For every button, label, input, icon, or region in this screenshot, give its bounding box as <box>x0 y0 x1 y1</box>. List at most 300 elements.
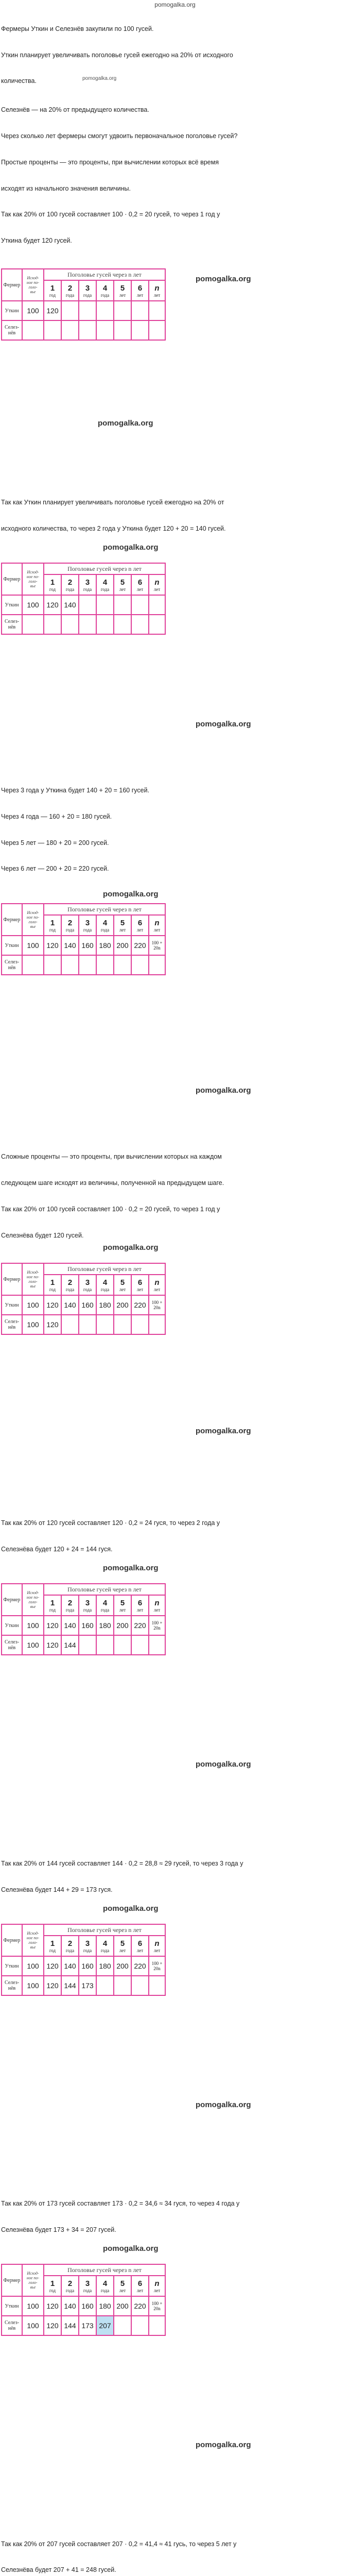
goose-table <box>1 903 166 975</box>
year-header <box>61 915 79 936</box>
n-years-header <box>149 574 165 595</box>
empty-cell <box>79 320 96 340</box>
year-header <box>79 280 96 301</box>
year-header <box>44 915 61 936</box>
year-header <box>114 574 131 595</box>
year-header <box>79 1936 96 1956</box>
year-header <box>44 280 61 301</box>
seleznev-value: 173 <box>79 1976 96 1995</box>
year-number: 4 <box>102 578 108 587</box>
year-number: 4 <box>102 1278 108 1287</box>
year-number: 2 <box>67 1278 73 1287</box>
utkin-value: 160 <box>79 2296 96 2316</box>
empty-cell <box>131 2316 149 2335</box>
year-word: лет <box>153 2287 161 2293</box>
empty-cell <box>44 320 61 340</box>
n-years-header <box>149 915 165 936</box>
initial-seleznev <box>22 615 44 634</box>
empty-cell <box>149 1315 165 1334</box>
utkin-value: 140 <box>61 1616 79 1635</box>
year-word: лет <box>119 1947 126 1953</box>
paragraph-line: Так как 20% от 120 гусей составляет 120 · 0,2 = 24 гуся, то через 2 года у <box>1 1519 220 1527</box>
utkin-value: 120 <box>44 301 61 320</box>
paragraph-line: Фермеры Уткин и Селезнёв закупили по 100 гусей. <box>1 25 154 32</box>
seleznev-value: 173 <box>79 2316 96 2335</box>
empty-cell <box>131 1315 149 1334</box>
year-word: лет <box>119 292 126 298</box>
n-symbol: n <box>154 1939 160 1948</box>
year-header <box>131 574 149 595</box>
year-header <box>131 915 149 936</box>
year-number: 1 <box>50 918 55 927</box>
utkin-value: 160 <box>79 936 96 955</box>
year-number: 6 <box>137 1598 143 1607</box>
empty-cell <box>131 615 149 634</box>
initial-seleznev: 100 <box>22 1315 44 1334</box>
seleznev-value: 120 <box>44 1635 61 1655</box>
year-header <box>44 1275 61 1295</box>
year-number: 3 <box>85 1939 90 1948</box>
year-header <box>61 280 79 301</box>
empty-cell <box>149 320 165 340</box>
table-caption: Поголовье гусей через n лет <box>44 2264 165 2276</box>
year-header <box>114 1595 131 1616</box>
year-number: 2 <box>67 2279 73 2288</box>
seleznev-value: 144 <box>61 2316 79 2335</box>
row-header-utkin: Уткин <box>2 1616 22 1635</box>
year-number: 2 <box>67 1939 73 1948</box>
empty-cell <box>61 615 79 634</box>
year-number: 5 <box>120 2279 125 2288</box>
year-header <box>79 1275 96 1295</box>
year-word: лет <box>136 1286 144 1292</box>
year-number: 4 <box>102 1598 108 1607</box>
n-symbol: n <box>154 1598 160 1607</box>
paragraph-line: Через 3 года у Уткина будет 140 + 20 = 160 гусей. <box>1 787 150 794</box>
year-word: года <box>65 927 75 933</box>
site-name-header[interactable]: pomogalka.org <box>154 1 196 8</box>
empty-cell <box>149 955 165 975</box>
year-word: лет <box>136 927 144 933</box>
seleznev-value: 120 <box>44 1976 61 1995</box>
year-number: 2 <box>67 1598 73 1607</box>
n-symbol: n <box>154 918 160 927</box>
empty-cell <box>96 320 114 340</box>
utkin-value: 160 <box>79 1616 96 1635</box>
empty-cell <box>114 1976 131 1995</box>
year-number: 4 <box>102 918 108 927</box>
utkin-value: 140 <box>61 1956 79 1976</box>
year-header <box>96 1936 114 1956</box>
watermark: pomogalka.org <box>82 76 117 81</box>
empty-cell <box>79 1635 96 1655</box>
paragraph-line: Так как Уткин планирует увеличивать поголовье гусей ежегодно на 20% от <box>1 499 224 506</box>
seleznev-value: 120 <box>44 1315 61 1334</box>
year-word: года <box>65 292 75 298</box>
utkin-value: 120 <box>44 1616 61 1635</box>
year-number: 6 <box>137 283 143 293</box>
year-number: 3 <box>85 1278 90 1287</box>
year-word: лет <box>136 2287 144 2293</box>
n-symbol: n <box>154 1278 160 1287</box>
utkin-value: 160 <box>79 1956 96 1976</box>
utkin-value: 180 <box>96 1295 114 1315</box>
n-years-header <box>149 280 165 301</box>
table-caption: Поголовье гусей через n лет <box>44 269 165 280</box>
row-header-seleznev: Селез- нёв <box>2 1635 22 1655</box>
utkin-value: 140 <box>61 595 79 615</box>
goose-table <box>1 1924 166 1996</box>
row-header-seleznev: Селез- нёв <box>2 955 22 975</box>
year-word: год <box>49 1947 56 1953</box>
year-header <box>131 280 149 301</box>
goose-table <box>1 2264 166 2336</box>
paragraph-line: Так как 20% от 100 гусей составляет 100 · 0,2 = 20 гусей, то через 1 год у <box>1 1206 220 1213</box>
year-header <box>131 1275 149 1295</box>
formula-cell: 100 + 20n <box>149 1956 165 1976</box>
initial-utkin: 100 <box>22 1956 44 1976</box>
year-header <box>114 280 131 301</box>
empty-cell <box>114 595 131 615</box>
utkin-value: 220 <box>131 1295 149 1315</box>
seleznev-value: 144 <box>61 1635 79 1655</box>
watermark: pomogalka.org <box>103 890 159 899</box>
paragraph-line: Селезнёва будет 120 гусей. <box>1 1232 84 1239</box>
utkin-value: 200 <box>114 2296 131 2316</box>
corner-initial: Исход- ное по- голо- вье <box>22 1924 44 1956</box>
watermark: pomogalka.org <box>98 419 153 428</box>
initial-utkin: 100 <box>22 595 44 615</box>
corner-initial: Исход- ное по- голо- вье <box>22 1584 44 1616</box>
year-word: лет <box>153 927 161 933</box>
year-header <box>44 1936 61 1956</box>
year-word: лет <box>136 1947 144 1953</box>
utkin-value: 140 <box>61 1295 79 1315</box>
year-header <box>131 1936 149 1956</box>
paragraph-line: Через 5 лет — 180 + 20 = 200 гусей. <box>1 839 109 846</box>
year-header <box>114 1275 131 1295</box>
year-header <box>61 1595 79 1616</box>
utkin-value: 180 <box>96 936 114 955</box>
year-number: 2 <box>67 283 73 293</box>
initial-utkin: 100 <box>22 1295 44 1315</box>
paragraph-line: количества. <box>1 77 37 84</box>
year-header <box>79 1595 96 1616</box>
empty-cell <box>131 320 149 340</box>
paragraph-line: Так как 20% от 144 гусей составляет 144 · 0,2 = 28,8 ≈ 29 гусей, то через 3 года у <box>1 1860 243 1867</box>
initial-seleznev <box>22 955 44 975</box>
row-header-farmer: Фермер <box>2 269 22 301</box>
year-number: 6 <box>137 2279 143 2288</box>
year-number: 6 <box>137 1939 143 1948</box>
year-word: лет <box>119 2287 126 2293</box>
table-caption: Поголовье гусей через n лет <box>44 1263 165 1275</box>
initial-seleznev <box>22 320 44 340</box>
n-symbol: n <box>154 283 160 293</box>
watermark: pomogalka.org <box>103 2244 159 2253</box>
year-word: лет <box>153 292 161 298</box>
empty-cell <box>61 301 79 320</box>
empty-cell <box>96 301 114 320</box>
year-number: 1 <box>50 1278 55 1287</box>
year-word: лет <box>153 1286 161 1292</box>
year-word: года <box>100 2287 110 2293</box>
watermark: pomogalka.org <box>196 2441 251 2449</box>
utkin-value: 140 <box>61 936 79 955</box>
year-header <box>114 2276 131 2296</box>
watermark: pomogalka.org <box>196 1427 251 1435</box>
year-number: 3 <box>85 1598 90 1607</box>
seleznev-value: 120 <box>44 2316 61 2335</box>
year-word: год <box>49 1607 56 1613</box>
year-header <box>114 1936 131 1956</box>
year-header <box>96 280 114 301</box>
empty-cell <box>44 615 61 634</box>
initial-seleznev: 100 <box>22 1976 44 1995</box>
year-number: 1 <box>50 578 55 587</box>
n-years-header <box>149 1936 165 1956</box>
paragraph-line: Селезнёва будет 144 + 29 = 173 гуся. <box>1 1886 113 1893</box>
year-header <box>96 574 114 595</box>
empty-cell <box>96 615 114 634</box>
watermark: pomogalka.org <box>103 1564 159 1572</box>
row-header-utkin: Уткин <box>2 1295 22 1315</box>
year-header <box>61 1275 79 1295</box>
year-header <box>79 2276 96 2296</box>
year-number: 6 <box>137 918 143 927</box>
utkin-value: 220 <box>131 1956 149 1976</box>
utkin-value: 200 <box>114 1616 131 1635</box>
year-word: года <box>83 2287 92 2293</box>
year-word: года <box>65 1607 75 1613</box>
row-header-utkin: Уткин <box>2 1956 22 1976</box>
empty-cell <box>131 301 149 320</box>
year-word: года <box>83 292 92 298</box>
empty-cell <box>131 1976 149 1995</box>
year-number: 5 <box>120 283 125 293</box>
empty-cell <box>149 1635 165 1655</box>
row-header-utkin: Уткин <box>2 2296 22 2316</box>
paragraph-line: Селезнёва будет 120 + 24 = 144 гуся. <box>1 1546 113 1553</box>
empty-cell <box>114 955 131 975</box>
year-word: года <box>100 292 110 298</box>
year-header <box>61 574 79 595</box>
year-header <box>96 1595 114 1616</box>
empty-cell <box>79 955 96 975</box>
year-word: год <box>49 586 56 592</box>
year-number: 1 <box>50 1598 55 1607</box>
goose-table <box>1 1583 166 1655</box>
formula-cell: 100 + 20n <box>149 2296 165 2316</box>
year-word: года <box>100 1286 110 1292</box>
year-header <box>114 915 131 936</box>
year-word: года <box>83 1607 92 1613</box>
n-symbol: n <box>154 578 160 587</box>
utkin-value: 220 <box>131 936 149 955</box>
paragraph-line: Селезнёв — на 20% от предыдущего количества. <box>1 106 149 113</box>
year-word: года <box>65 1286 75 1292</box>
corner-initial: Исход- ное по- голо- вье <box>22 563 44 595</box>
year-number: 5 <box>120 1598 125 1607</box>
corner-initial: Исход- ное по- голо- вье <box>22 904 44 936</box>
year-word: лет <box>153 586 161 592</box>
corner-initial: Исход- ное по- голо- вье <box>22 269 44 301</box>
empty-cell <box>131 955 149 975</box>
year-word: год <box>49 292 56 298</box>
empty-cell <box>96 1315 114 1334</box>
utkin-value: 180 <box>96 1956 114 1976</box>
year-number: 3 <box>85 578 90 587</box>
goose-table <box>1 1263 166 1335</box>
initial-utkin: 100 <box>22 936 44 955</box>
year-word: лет <box>136 586 144 592</box>
watermark: pomogalka.org <box>103 1243 159 1252</box>
n-years-header <box>149 1275 165 1295</box>
year-number: 5 <box>120 1278 125 1287</box>
empty-cell <box>79 1315 96 1334</box>
watermark: pomogalka.org <box>196 1760 251 1769</box>
empty-cell <box>114 615 131 634</box>
utkin-value: 200 <box>114 1956 131 1976</box>
year-word: года <box>65 2287 75 2293</box>
paragraph-line: Селезнёва будет 173 + 34 = 207 гусей. <box>1 2226 116 2233</box>
year-number: 1 <box>50 283 55 293</box>
formula-cell: 100 + 20n <box>149 1616 165 1635</box>
year-header <box>96 915 114 936</box>
utkin-value: 140 <box>61 2296 79 2316</box>
year-number: 4 <box>102 2279 108 2288</box>
year-word: года <box>83 1286 92 1292</box>
row-header-farmer: Фермер <box>2 904 22 936</box>
paragraph-line: Так как 20% от 173 гусей составляет 173 · 0,2 = 34,6 ≈ 34 гуся, то через 4 года у <box>1 2200 240 2207</box>
year-header <box>44 1595 61 1616</box>
paragraph-line: Уткина будет 120 гусей. <box>1 237 72 244</box>
year-header <box>79 574 96 595</box>
year-number: 2 <box>67 918 73 927</box>
row-header-farmer: Фермер <box>2 1263 22 1295</box>
empty-cell <box>61 955 79 975</box>
year-word: года <box>100 927 110 933</box>
empty-cell <box>79 615 96 634</box>
utkin-value: 220 <box>131 2296 149 2316</box>
year-word: года <box>100 1607 110 1613</box>
year-header <box>61 2276 79 2296</box>
empty-cell <box>61 1315 79 1334</box>
formula-cell: 100 + 20n <box>149 1295 165 1315</box>
paragraph-line: Так как 20% от 207 гусей составляет 207 · 0,2 = 41,4 ≈ 41 гусь, то через 5 лет у <box>1 2540 237 2548</box>
year-header <box>44 2276 61 2296</box>
year-header <box>96 1275 114 1295</box>
empty-cell <box>61 320 79 340</box>
year-number: 4 <box>102 283 108 293</box>
utkin-value: 120 <box>44 2296 61 2316</box>
utkin-value: 200 <box>114 936 131 955</box>
row-header-seleznev: Селез- нёв <box>2 2316 22 2335</box>
empty-cell <box>149 615 165 634</box>
year-word: лет <box>153 1947 161 1953</box>
utkin-value: 120 <box>44 936 61 955</box>
row-header-seleznev: Селез- нёв <box>2 615 22 634</box>
initial-seleznev: 100 <box>22 2316 44 2335</box>
year-number: 5 <box>120 578 125 587</box>
row-header-farmer: Фермер <box>2 563 22 595</box>
row-header-seleznev: Селез- нёв <box>2 1976 22 1995</box>
year-number: 1 <box>50 1939 55 1948</box>
empty-cell <box>114 1315 131 1334</box>
empty-cell <box>44 955 61 975</box>
empty-cell <box>149 1976 165 1995</box>
year-word: лет <box>119 1286 126 1292</box>
initial-utkin: 100 <box>22 2296 44 2316</box>
paragraph-line: Уткин планирует увеличивать поголовье гусей ежегодно на 20% от исходного <box>1 52 233 59</box>
seleznev-value: 144 <box>61 1976 79 1995</box>
row-header-farmer: Фермер <box>2 1584 22 1616</box>
year-header <box>79 915 96 936</box>
empty-cell <box>114 2316 131 2335</box>
empty-cell <box>131 595 149 615</box>
paragraph-line: исходят из начального значения величины. <box>1 185 131 192</box>
utkin-value: 220 <box>131 1616 149 1635</box>
empty-cell <box>149 301 165 320</box>
n-years-header <box>149 2276 165 2296</box>
year-number: 3 <box>85 2279 90 2288</box>
seleznev-value: 207 <box>96 2316 114 2335</box>
corner-initial: Исход- ное по- голо- вье <box>22 1263 44 1295</box>
empty-cell <box>79 301 96 320</box>
watermark: pomogalka.org <box>103 1904 159 1913</box>
year-number: 4 <box>102 1939 108 1948</box>
year-word: года <box>83 927 92 933</box>
year-header <box>44 574 61 595</box>
year-header <box>131 1595 149 1616</box>
corner-initial: Исход- ное по- голо- вье <box>22 2264 44 2296</box>
year-number: 5 <box>120 918 125 927</box>
watermark: pomogalka.org <box>196 2100 251 2109</box>
empty-cell <box>96 1635 114 1655</box>
year-number: 6 <box>137 1278 143 1287</box>
year-word: лет <box>119 1607 126 1613</box>
year-number: 2 <box>67 578 73 587</box>
goose-table <box>1 268 166 341</box>
paragraph-line: исходного количества, то через 2 года у Уткина будет 120 + 20 = 140 гусей. <box>1 525 226 532</box>
empty-cell <box>96 595 114 615</box>
empty-cell <box>149 2316 165 2335</box>
empty-cell <box>114 320 131 340</box>
year-word: лет <box>153 1607 161 1613</box>
year-word: год <box>49 2287 56 2293</box>
formula-cell: 100 + 20n <box>149 936 165 955</box>
year-number: 1 <box>50 2279 55 2288</box>
utkin-value: 160 <box>79 1295 96 1315</box>
row-header-seleznev: Селез- нёв <box>2 1315 22 1334</box>
utkin-value: 200 <box>114 1295 131 1315</box>
row-header-utkin: Уткин <box>2 301 22 320</box>
empty-cell <box>149 595 165 615</box>
paragraph-line: Через 4 года — 160 + 20 = 180 гусей. <box>1 813 112 820</box>
year-word: лет <box>136 292 144 298</box>
empty-cell <box>131 1635 149 1655</box>
year-word: года <box>100 586 110 592</box>
empty-cell <box>114 1635 131 1655</box>
watermark: pomogalka.org <box>196 1086 251 1095</box>
table-caption: Поголовье гусей через n лет <box>44 1924 165 1936</box>
empty-cell <box>96 1976 114 1995</box>
n-years-header <box>149 1595 165 1616</box>
paragraph-line: Через сколько лет фермеры смогут удвоить первоначальное поголовье гусей? <box>1 132 238 140</box>
initial-seleznev: 100 <box>22 1635 44 1655</box>
paragraph-line: следующем шаге исходят из величины, полученной на предыдущем шаге. <box>1 1179 224 1187</box>
row-header-farmer: Фермер <box>2 2264 22 2296</box>
